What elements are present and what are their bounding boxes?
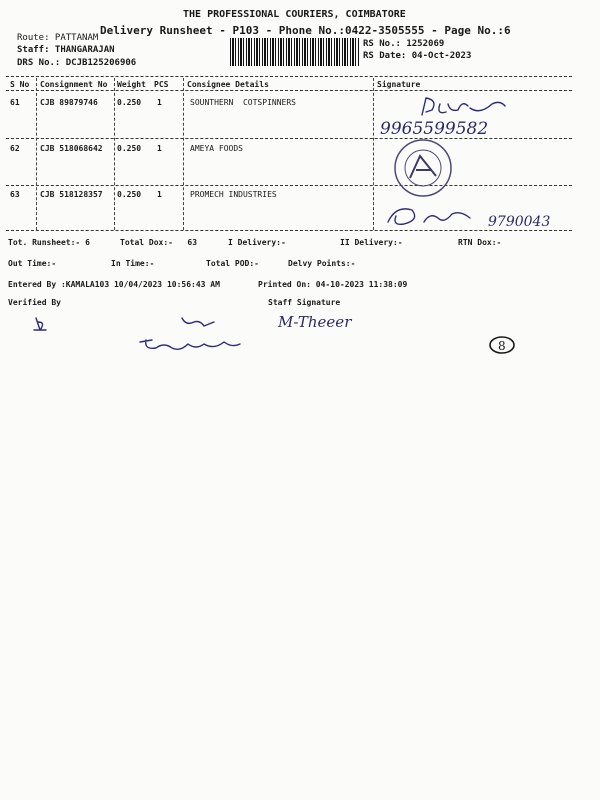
total-pod: Total POD:- [206, 259, 259, 268]
verified-by-label: Verified By [8, 298, 61, 307]
row-weight: 0.250 [117, 98, 142, 107]
verifier-initial [34, 318, 46, 330]
staff-label: Staff: THANGARAJAN [17, 45, 115, 55]
rs-date: RS Date: 04-Oct-2023 [363, 51, 472, 61]
handwritten-signature [388, 209, 470, 224]
row-pcs: 1 [157, 190, 162, 199]
row-consignment: CJB 89879746 [40, 98, 98, 107]
verifier-signature [140, 340, 240, 349]
col-header-consignee: Consignee Details [187, 80, 269, 89]
total-runsheet: Tot. Runsheet:- 6 [8, 238, 90, 247]
i-delivery: I Delivery:- [228, 238, 286, 247]
handwritten-phone: 9790043 [488, 214, 551, 230]
verifier-mark [182, 318, 214, 326]
handwritten-signature [422, 98, 505, 115]
svg-text:8: 8 [498, 339, 506, 353]
drs-number: DRS No.: DCJB125206906 [17, 58, 137, 68]
col-header-weight: Weight [117, 80, 146, 89]
staff-signature-handwriting: M-Theeer [278, 313, 352, 331]
entered-by: Entered By :KAMALA103 10/04/2023 10:56:43 AM [8, 280, 220, 289]
row-consignee: PROMECH INDUSTRIES [190, 190, 277, 199]
handwritten-phone: 9965599582 [380, 119, 489, 139]
row-consignment: CJB 518068642 [40, 144, 103, 153]
staff-signature-label: Staff Signature [268, 298, 341, 307]
row-weight: 0.250 [117, 190, 142, 199]
delvy-points: Delvy Points:- [288, 259, 356, 268]
row-sno: 61 [10, 98, 20, 107]
col-header-signature: Signature [377, 80, 421, 89]
row-sno: 62 [10, 144, 20, 153]
row-consignee: SOUNTHERN COTSPINNERS [190, 98, 296, 107]
row-consignee: AMEYA FOODS [190, 144, 243, 153]
in-time: In Time:- [111, 259, 155, 268]
rtn-dox: RTN Dox:- [458, 238, 502, 247]
col-header-consignment: Consignment No [40, 80, 108, 89]
out-time: Out Time:- [8, 259, 57, 268]
rs-number: RS No.: 1252069 [363, 39, 445, 49]
company-title: THE PROFESSIONAL COURIERS, COIMBATORE [183, 9, 406, 20]
total-dox: Total Dox:- 63 [120, 238, 198, 247]
runsheet-subtitle: Delivery Runsheet - P103 - Phone No.:0422-3505555 - Page No.:6 [100, 24, 511, 37]
company-stamp [395, 140, 451, 196]
row-pcs: 1 [157, 144, 162, 153]
row-weight: 0.250 [117, 144, 142, 153]
row-consignment: CJB 518128357 [40, 190, 103, 199]
row-sno: 63 [10, 190, 20, 199]
row-pcs: 1 [157, 98, 162, 107]
printed-on: Printed On: 04-10-2023 11:38:09 [258, 280, 408, 289]
col-header-sno: S No [10, 80, 30, 89]
ii-delivery: II Delivery:- [340, 238, 403, 247]
col-header-pcs: PCS [154, 80, 169, 89]
route-label: Route: PATTANAM [17, 33, 99, 43]
